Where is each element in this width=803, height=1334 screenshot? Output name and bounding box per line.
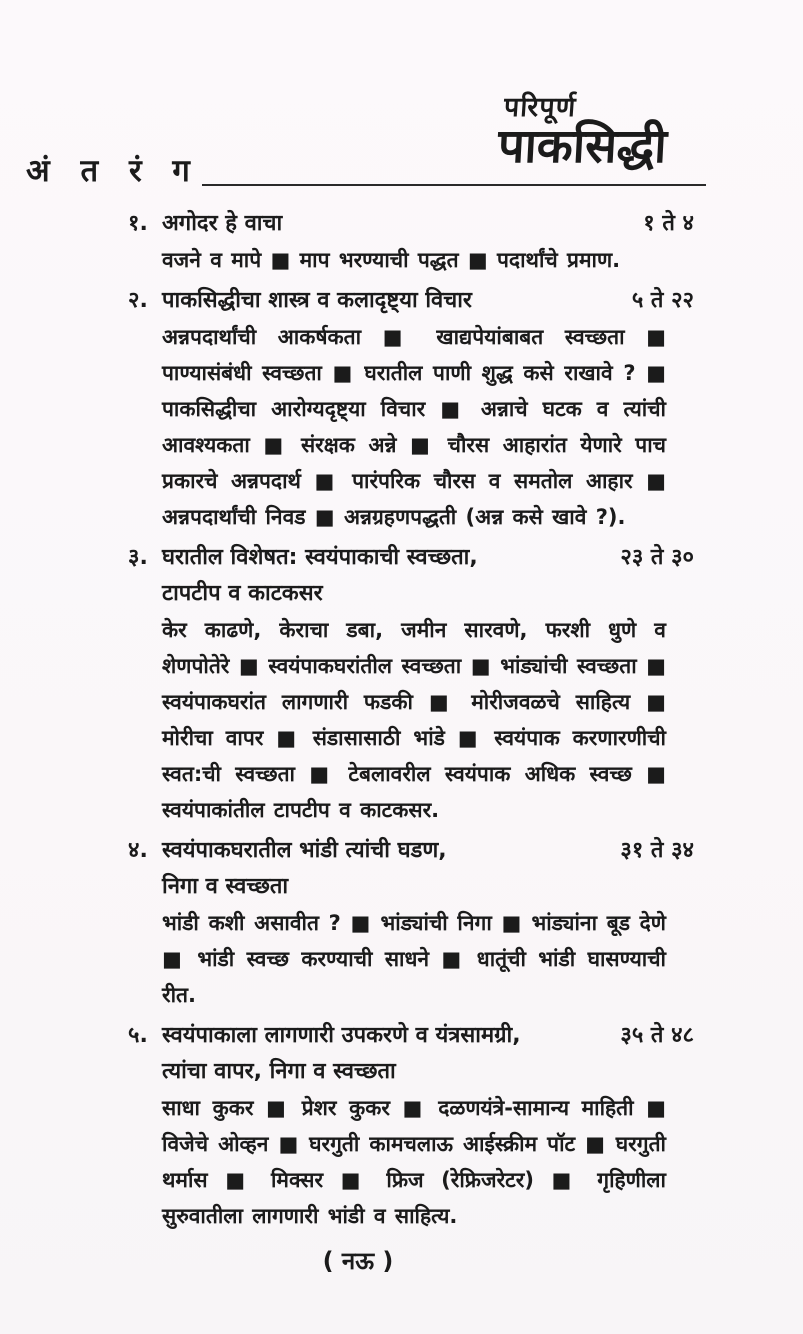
entry-number: ३. [128, 545, 148, 570]
entry-page-range: ३५ ते ४८ [620, 1023, 694, 1048]
entry-page-range: १ ते ४ [643, 211, 694, 236]
entry-number: ५. [128, 1023, 148, 1048]
toc-entry [128, 1018, 694, 1234]
entry-number: २. [128, 288, 148, 313]
page-footer: ( नऊ ) [322, 1247, 394, 1275]
entry-number: १. [128, 211, 148, 236]
entry-description: केर काढणे, केराचा डबा, जमीन सारवणे, फरशी धुणे व शेणपोतेरे ■ स्वयंपाकघरांतील स्वच्छता ■ भांड्यांची स्वच्छता ■ स्वयंपाकघरांत लागणारी फडकी ■ मोरीजवळचे साहित्य ■ मोरीचा वापर ■ संडासासाठी भांडे ■ स्वयंपाक करणारणीची स्वत:ची स्वच्छता ■ टेबलावरील स्वयंपाक अधिक स्वच्छ ■ स्वयंपाकांतील टापटीप व काटकसर. [162, 618, 666, 822]
entry-title-line2: टापटीप व काटकसर [162, 581, 323, 606]
entry-title: घरातील विशेषत: स्वयंपाकाची स्वच्छता, [162, 545, 478, 570]
toc-entry [128, 283, 694, 535]
entry-title-line2: त्यांचा वापर, निगा व स्वच्छता [162, 1059, 396, 1084]
entry-page-range: ३१ ते ३४ [620, 838, 694, 863]
entry-body [162, 206, 694, 278]
entry-page-range: ५ ते २२ [631, 288, 694, 313]
entry-title: पाकसिद्धीचा शास्त्र व कलादृष्ट्या विचार [162, 288, 472, 313]
heading-underline [202, 184, 706, 186]
toc-entry [128, 833, 694, 1013]
section-heading-row [26, 150, 706, 193]
table-of-contents [128, 206, 694, 1239]
entry-title-line2: निगा व स्वच्छता [162, 874, 289, 899]
entry-body [162, 283, 694, 535]
entry-body [162, 833, 694, 1013]
entry-description: भांडी कशी असावीत ? ■ भांड्यांची निगा ■ भांड्यांना बूड देणे ■ भांडी स्वच्छ करण्याची साधने ■ धातूंची भांडी घासण्याची रीत. [162, 911, 666, 1007]
entry-description: अन्नपदार्थांची आकर्षकता ■ खाद्यपेयांबाबत स्वच्छता ■ पाण्यासंबंधी स्वच्छता ■ घरातील पाणी शुद्ध कसे राखावे ? ■ पाकसिद्धीचा आरोग्यदृष्ट्या विचार ■ अन्नाचे घटक व त्यांची आवश्यकता ■ संरक्षक अन्ने ■ चौरस आहारांत येणारे पाच प्रकारचे अन्नपदार्थ ■ पारंपरिक चौरस व समतोल आहार ■ अन्नपदार्थांची निवड ■ अन्नग्रहणपद्धती (अन्न कसे खावे ?). [162, 325, 666, 529]
entry-title: स्वयंपाकाला लागणारी उपकरणे व यंत्रसामग्री, [162, 1023, 521, 1048]
book-logo-title: पाकसिद्धी [496, 119, 669, 174]
book-logo-subtitle: परिपूर्ण [502, 92, 578, 123]
entry-number: ४. [128, 838, 148, 863]
section-heading: अं त रं ग [26, 153, 200, 189]
entry-title: अगोदर हे वाचा [162, 211, 283, 236]
entry-page-range: २३ ते ३० [620, 545, 694, 570]
entry-description: वजने व मापे ■ माप भरण्याची पद्धत ■ पदार्थांचे प्रमाण. [162, 248, 621, 272]
entry-body [162, 540, 694, 828]
entry-title: स्वयंपाकघरातील भांडी त्यांची घडण, [162, 838, 447, 863]
entry-body [162, 1018, 694, 1234]
toc-entry [128, 206, 694, 278]
toc-entry [128, 540, 694, 828]
entry-description: साधा कुकर ■ प्रेशर कुकर ■ दळणयंत्रे-सामान्य माहिती ■ विजेचे ओव्हन ■ घरगुती कामचलाऊ आईस्क्रीम पॉट ■ घरगुती थर्मास ■ मिक्सर ■ फ्रिज (रेफ्रिजरेटर) ■ गृहिणीला सुरुवातीला लागणारी भांडी व साहित्य. [162, 1096, 666, 1228]
